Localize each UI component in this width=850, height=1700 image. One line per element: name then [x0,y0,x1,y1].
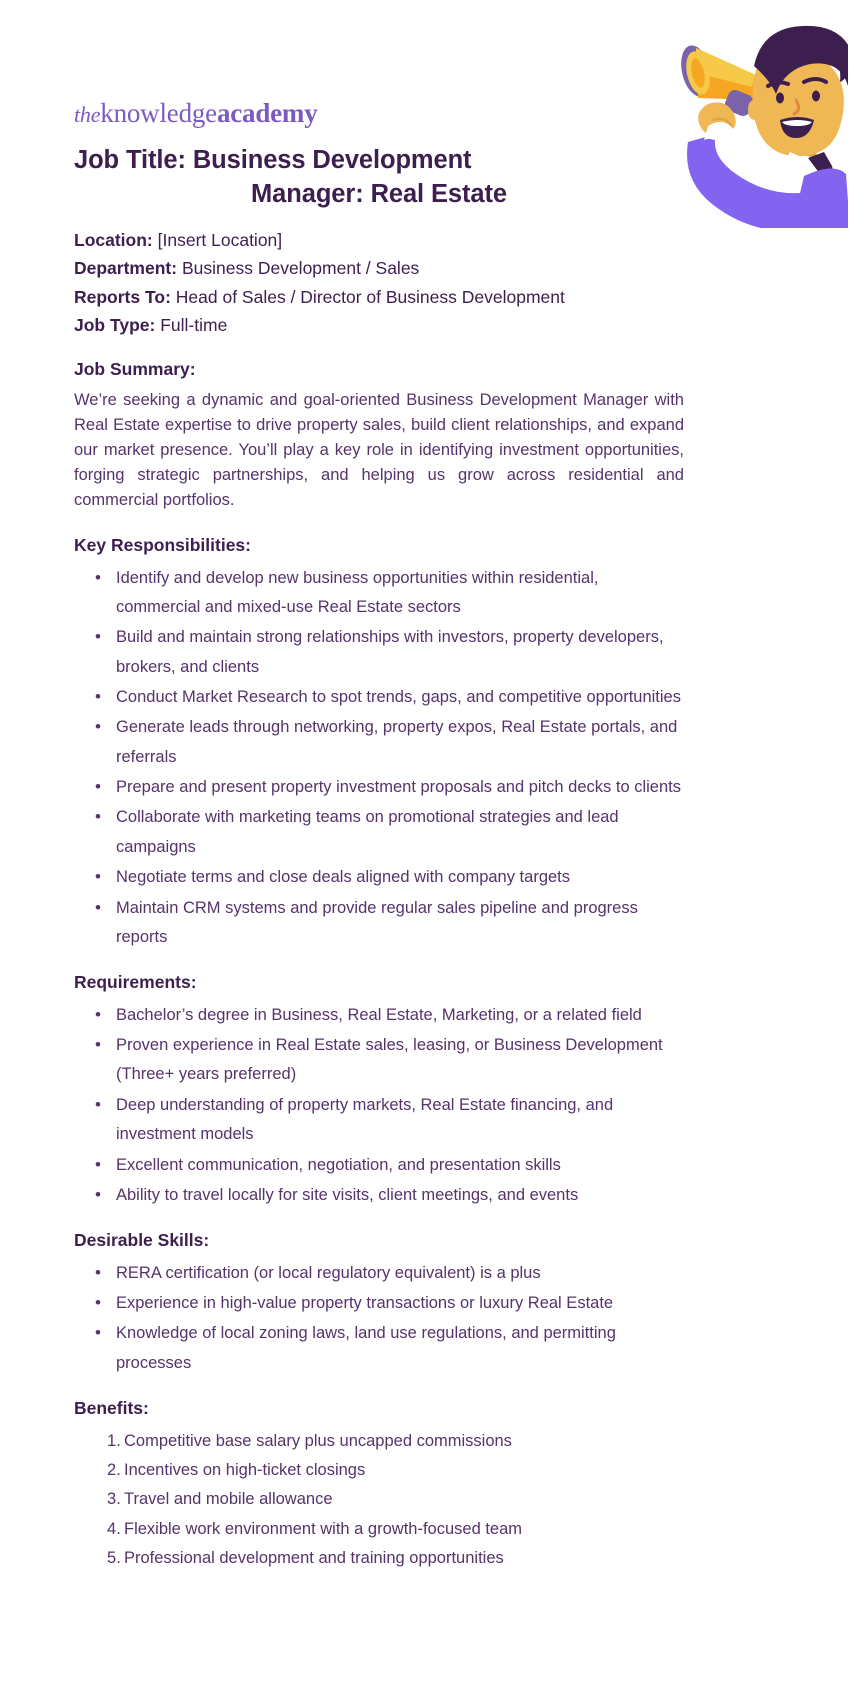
section-heading-benefits: Benefits: [74,1398,149,1419]
meta-job-type-value: Full-time [160,314,228,335]
list-item: Competitive base salary plus uncapped commissions [124,1431,512,1450]
section-heading-key-responsibilities: Key Responsibilities: [74,535,251,556]
meta-department [74,254,684,282]
list-item: • Bachelor’s degree in Business, Real Estate, Marketing, or a related field [114,1001,684,1030]
meta-department-label: Department: [74,258,178,279]
document-content [74,144,684,1574]
logo-knowledge: knowledge [100,98,217,128]
list-item: • Knowledge of local zoning laws, land use regulations, and permitting processes [114,1319,684,1378]
list-item: Travel and mobile allowance [124,1490,333,1509]
list-item: • Deep understanding of property markets, Real Estate financing, and investment models [114,1091,684,1150]
meta-reports-to-label: Reports To: [74,286,171,307]
list-item: • Build and maintain strong relationships with investors, property developers, brokers, and clients [114,623,684,682]
list-item: • Conduct Market Research to spot trends, gaps, and competitive opportunities [114,683,684,712]
list-item: Professional development and training opportunities [124,1549,504,1568]
list-item: • Negotiate terms and close deals aligned with company targets [114,863,684,892]
list-item: • RERA certification (or local regulatory equivalent) is a plus [114,1259,684,1288]
section-heading-desirable-skills: Desirable Skills: [74,1230,210,1251]
list-item: • Ability to travel locally for site visits, client meetings, and events [114,1181,684,1210]
logo-the: the [74,102,101,127]
meta-department-value: Business Development / Sales [181,258,420,279]
section-heading-job-summary: Job Summary: [74,359,196,380]
benefits-list [74,1427,684,1574]
section-heading-requirements: Requirements: [74,972,197,993]
list-item: • Maintain CRM systems and provide regular sales pipeline and progress reports [114,894,684,953]
job-title-line-1: Job Title: Business Development [74,146,472,174]
brand-logo [74,98,318,129]
logo-academy: academy [216,98,318,128]
meta-job-type [74,311,684,339]
list-item: Flexible work environment with a growth-focused team [124,1519,523,1538]
meta-reports-to-value: Head of Sales / Director of Business Development [175,286,565,307]
meta-location [74,226,684,254]
meta-location-value: [Insert Location] [157,229,283,250]
page-title [74,144,684,212]
job-summary-text: We’re seeking a dynamic and goal-oriented Business Development Manager with Real Estate expertise to drive property sales, build client relationships, and expand our market presence. You’ll play a key role in identifying investment opportunities, forging strategic partnerships, and helping us grow across residential and commercial portfolios. [74,390,684,509]
job-title-line-2: Manager: Real Estate [251,179,507,208]
list-item: • Excellent communication, negotiation, and presentation skills [114,1151,684,1180]
list-item: • Experience in high-value property transactions or luxury Real Estate [114,1289,684,1318]
list-item: • Prepare and present property investment proposals and pitch decks to clients [114,773,684,802]
list-item: Incentives on high-ticket closings [124,1461,366,1480]
job-meta-block [74,226,684,339]
list-item: • Identify and develop new business opportunities within residential, commercial and mixed-use Real Estate sectors [114,564,684,623]
list-item: • Generate leads through networking, property expos, Real Estate portals, and referrals [114,713,684,772]
desirable-skills-list [74,1259,684,1378]
meta-location-label: Location: [74,229,153,250]
requirements-list [74,1001,684,1211]
meta-reports-to [74,283,684,311]
responsibilities-list [74,564,684,953]
list-item: • Proven experience in Real Estate sales, leasing, or Business Development (Three+ years preferred) [114,1031,684,1090]
list-item: • Collaborate with marketing teams on promotional strategies and lead campaigns [114,803,684,862]
meta-job-type-label: Job Type: [74,314,156,335]
